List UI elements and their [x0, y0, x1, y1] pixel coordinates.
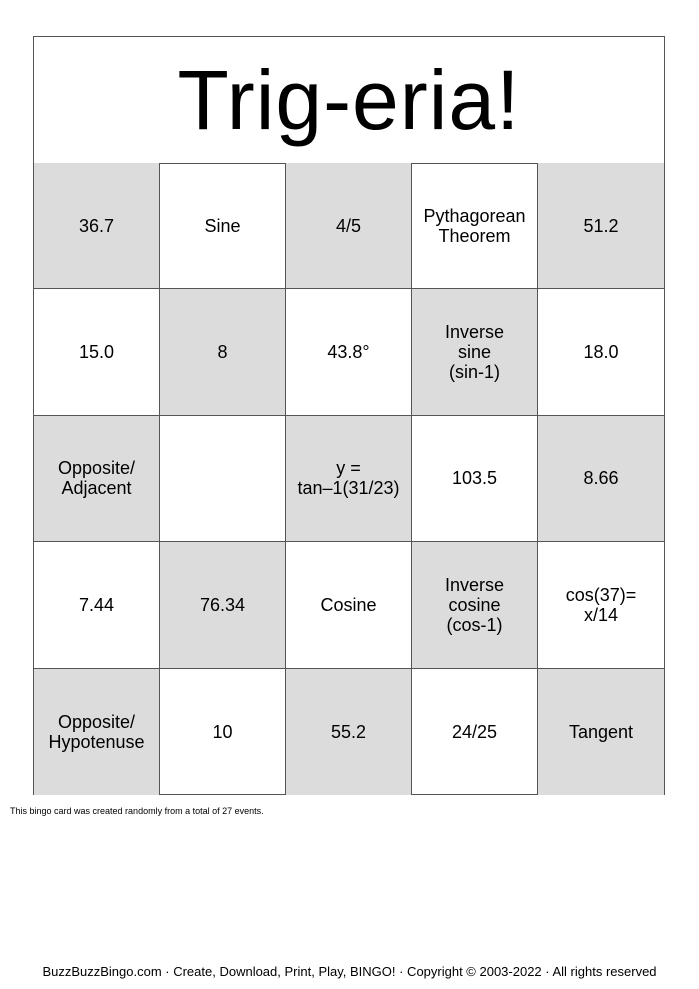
bingo-cell: 7.44 — [34, 542, 160, 668]
bingo-cell: 8 — [160, 289, 286, 415]
bingo-cell: 36.7 — [34, 163, 160, 289]
bingo-cell: 76.34 — [160, 542, 286, 668]
bingo-cell: 4/5 — [286, 163, 412, 289]
card-title: Trig-eria! — [34, 37, 664, 164]
bingo-cell: y = tan–1(31/23) — [286, 416, 412, 542]
bingo-cell: 51.2 — [538, 163, 664, 289]
card-note: This bingo card was created randomly from a total of 27 events. — [10, 806, 264, 816]
bingo-cell: 15.0 — [34, 289, 160, 415]
bingo-cell: 18.0 — [538, 289, 664, 415]
bingo-cell: Cosine — [286, 542, 412, 668]
bingo-cell: Sine — [160, 163, 286, 289]
bingo-cell: Opposite/ Hypotenuse — [34, 669, 160, 795]
bingo-cell: Inverse sine (sin-1) — [412, 289, 538, 415]
bingo-grid — [34, 163, 664, 795]
bingo-card — [33, 36, 665, 795]
bingo-cell: Inverse cosine (cos-1) — [412, 542, 538, 668]
bingo-cell — [160, 416, 286, 542]
bingo-cell: 24/25 — [412, 669, 538, 795]
bingo-cell: 8.66 — [538, 416, 664, 542]
bingo-cell: Pythagorean Theorem — [412, 163, 538, 289]
bingo-cell: 10 — [160, 669, 286, 795]
bingo-cell: Tangent — [538, 669, 664, 795]
footer-text: BuzzBuzzBingo.com · Create, Download, Print, Play, BINGO! · Copyright © 2003-2022 · All rights reserved — [42, 964, 657, 979]
bingo-cell: 43.8° — [286, 289, 412, 415]
bingo-cell: 55.2 — [286, 669, 412, 795]
bingo-cell: Opposite/ Adjacent — [34, 416, 160, 542]
bingo-cell: cos(37)= x/14 — [538, 542, 664, 668]
bingo-cell: 103.5 — [412, 416, 538, 542]
